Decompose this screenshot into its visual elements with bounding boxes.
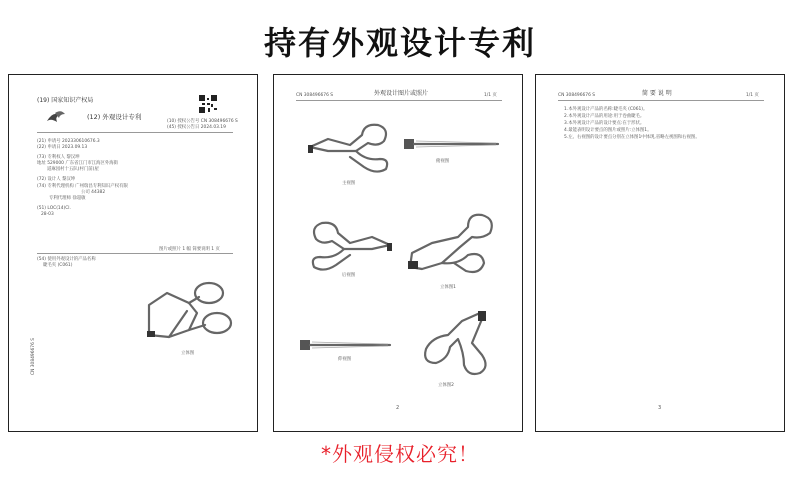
patent-page-cover (8, 74, 258, 432)
header-left: CN 308496676 S (296, 93, 334, 98)
field-address-2: 道麻园村十五队(村门前)屋 (47, 167, 99, 172)
field-locarno: 28-03 (41, 212, 54, 217)
authority-label: (19) 国家知识产权局 (37, 97, 94, 104)
page-number: 3 (658, 405, 662, 411)
product-name: 睫毛夹 (C061) (43, 263, 73, 268)
header-right: 1/1 页 (484, 93, 497, 98)
field-agent: 专利代理师 徐超敏 (49, 196, 86, 201)
header-divider (558, 100, 764, 101)
product-label: (54) 使用外观设计的产品名称 (37, 257, 96, 262)
qr-code-icon (199, 95, 217, 113)
view-label-perspective-2: 立体图2 (438, 383, 454, 388)
header-divider (37, 132, 233, 133)
page-title: 持有外观设计专利 (263, 24, 536, 62)
drawing-back-view (302, 215, 398, 279)
drawing-perspective-1 (402, 207, 502, 287)
field-designer: (72) 设计人 黎汉坤 (37, 177, 76, 182)
patent-page-drawings (273, 74, 523, 432)
publication-number: (10) 授权公告号 CN 308496676 S (167, 119, 238, 124)
view-label-back: 后视图 (342, 273, 356, 278)
view-label-bottom: 仰视图 (338, 357, 352, 362)
header-left: CN 308496676 S (558, 93, 596, 98)
field-agency-2: 公司 44382 (81, 190, 106, 195)
field-patentee: (73) 专利权人 黎汉坤 (37, 155, 80, 160)
drawing-bottom-view (298, 337, 394, 355)
field-address-1: 地址 529000 广东省江门市江海区外海街 (37, 161, 119, 166)
body-divider (37, 253, 233, 254)
brief-line-5: 5.左、右视图的设计要点分别在立体图1中体现,省略左视图和右视图。 (564, 135, 700, 140)
page-number: 2 (396, 405, 400, 411)
view-label-perspective: 立体图 (181, 351, 195, 356)
drawing-front-view (302, 117, 398, 177)
field-locarno-label: (51) LOC(14)Cl. (37, 206, 71, 211)
brief-line-4: 4.最能表明设计要点的图片或照片:立体图1。 (564, 128, 652, 133)
cnipa-logo-icon (45, 109, 67, 125)
doc-kind-label: (12) 外观设计专利 (87, 113, 142, 121)
header-divider (296, 100, 502, 101)
field-app-date: (22) 申请日 2023.09.13 (37, 145, 88, 150)
view-label-front: 主视图 (342, 181, 356, 186)
publication-date: (45) 授权公告日 2024.03.19 (167, 125, 226, 130)
drawing-perspective-2 (402, 307, 502, 383)
header-center: 外观设计图片或照片 (374, 90, 429, 97)
drawing-top-view (402, 135, 502, 155)
header-right: 1/1 页 (746, 93, 759, 98)
side-code: CN 308496676 S (31, 337, 36, 375)
brief-line-2: 2.本外观设计产品的用途:用于卷曲睫毛。 (564, 114, 645, 119)
brief-line-3: 3.本外观设计产品的设计要点:在于形状。 (564, 121, 645, 126)
eyelash-curler-perspective-drawing (129, 275, 239, 355)
field-app-no: (21) 申请号 202330610676.3 (37, 139, 100, 144)
brief-line-1: 1.本外观设计产品的名称:睫毛夹 (C061)。 (564, 107, 648, 112)
view-label-perspective-1: 立体图1 (440, 285, 456, 290)
patent-page-brief (535, 74, 785, 432)
infringement-warning: *外观侵权必究！ (321, 442, 479, 466)
field-agency: (74) 专利代理机构 广州瑞昌专利知识产权有限 (37, 184, 128, 189)
view-label-top: 俯视图 (436, 159, 450, 164)
meta-line: 图片或照片 1 幅 简要说明 1 页 (159, 247, 220, 252)
header-center: 简 要 说 明 (642, 90, 672, 97)
